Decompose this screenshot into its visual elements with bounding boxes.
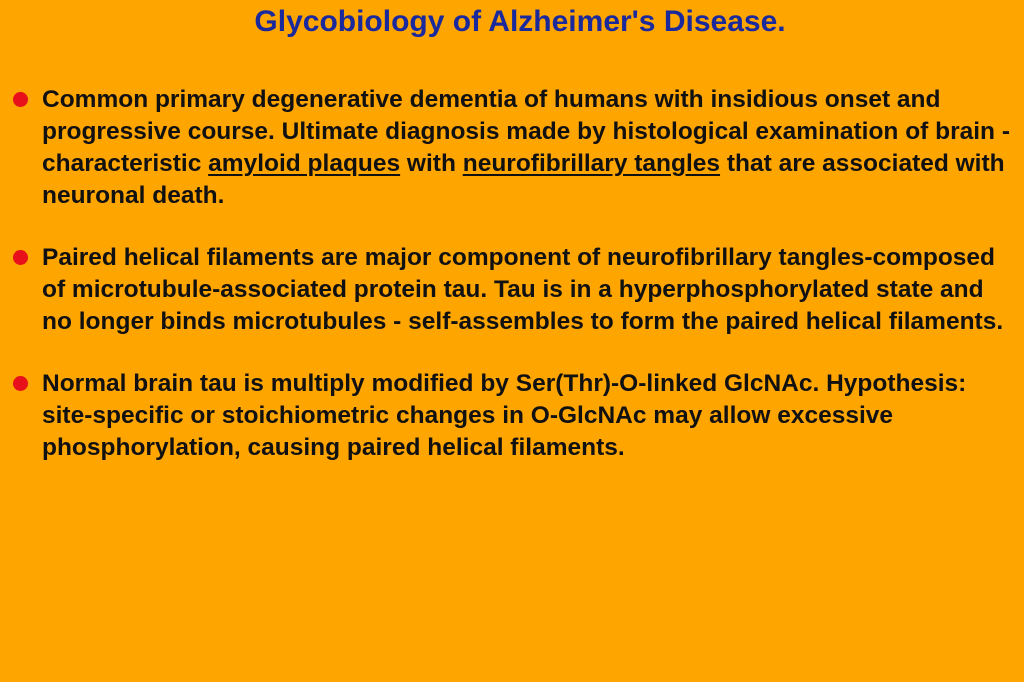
bullet-2-text: Paired helical filaments are major component of neurofibrillary tangles-composed of microtubule-associated protein tau. Tau is in a hyperphosphorylated state and no longer binds microtubules - self-assembles to form the paired helical filaments.: [42, 244, 1004, 335]
bullet-3-text: Normal brain tau is multiply modified by Ser(Thr)-O-linked GlcNAc. Hypothesis: site-specific or stoichiometric changes in O-GlcNAc may allow excessive phosphorylation, causing paired helical filaments.: [42, 370, 967, 461]
bullet-item-3: [0, 368, 1024, 464]
bullet-1-text-mid: with: [400, 150, 463, 177]
term-amyloid-plaques: amyloid plaques: [208, 150, 401, 177]
bullet-list: [0, 84, 1024, 494]
bullet-1-text-start: Common primary degenerative dementia of humans with insidious onset and progressive course. Ultimate diagnosis made by histological examination of brain - characteristic: [42, 86, 1010, 177]
bullet-item-1: [0, 84, 1024, 212]
slide-title: Glycobiology of Alzheimer's Disease.: [254, 5, 786, 38]
bullet-1-text-end: that are associated with neuronal death.: [42, 150, 1005, 209]
bullet-item-2: [0, 242, 1024, 338]
bullet-dot-icon: [13, 250, 28, 265]
term-neurofibrillary-tangles: neurofibrillary tangles: [462, 150, 721, 177]
bullet-dot-icon: [13, 376, 28, 391]
bullet-dot-icon: [13, 92, 28, 107]
